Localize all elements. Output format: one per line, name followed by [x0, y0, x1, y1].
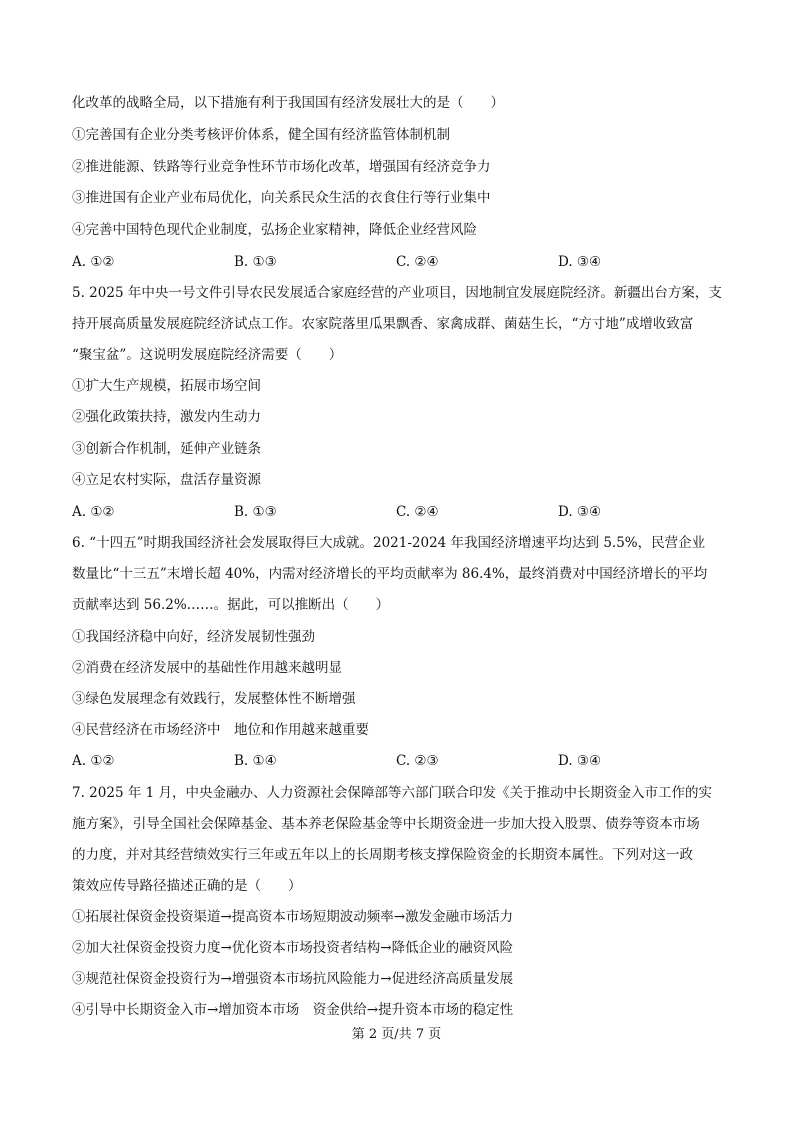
- q7-item-1: ①拓展社保资金投资渠道→提高资本市场短期波动频率→激发金融市场活力: [72, 909, 514, 925]
- q6-option-c: C. ②③: [396, 753, 439, 769]
- q5-item-3: ③创新合作机制，延伸产业链条: [72, 441, 261, 457]
- q4-item-1: ①完善国有企业分类考核评价体系，健全国有经济监管体制机制: [72, 127, 450, 143]
- q5-stem-line-1: 5. 2025 年中央一号文件引导农民发展适合家庭经营的产业项目，因地制宜发展庭院经济。新疆出台方案，支: [72, 285, 722, 301]
- q4-option-a: A. ①②: [72, 254, 115, 270]
- q6-item-2: ②消费在经济发展中的基础性作用越来越明显: [72, 660, 342, 676]
- q5-option-b: B. ①③: [234, 504, 277, 520]
- q5-stem-line-3: “聚宝盆”。这说明发展庭院经济需要（ ）: [72, 347, 343, 363]
- q7-stem-line-4: 策效应传导路径描述正确的是（ ）: [72, 878, 302, 894]
- q5-item-2: ②强化政策扶持，激发内生动力: [72, 409, 261, 425]
- q6-stem-line-1: 6. “十四五”时期我国经济社会发展取得巨大成就。2021-2024 年我国经济增速平均达到 5.5%，民营企业: [72, 535, 706, 551]
- q6-option-b: B. ①④: [234, 753, 277, 769]
- q5-item-1: ①扩大生产规模，拓展市场空间: [72, 378, 261, 394]
- q6-item-3: ③绿色发展理念有效践行，发展整体性不断增强: [72, 691, 356, 707]
- q6-item-1: ①我国经济稳中向好，经济发展韧性强劲: [72, 629, 315, 645]
- q5-option-d: D. ③④: [558, 504, 602, 520]
- q7-stem-line-1: 7. 2025 年 1 月，中央金融办、人力资源社会保障部等六部门联合印发《关于推动中长期资金入市工作的实: [72, 785, 712, 801]
- q4-item-3: ③推进国有企业产业布局优化，向关系民众生活的衣食住行等行业集中: [72, 190, 491, 206]
- q4-option-d: D. ③④: [558, 254, 602, 270]
- q6-option-a: A. ①②: [72, 753, 115, 769]
- q5-stem-line-2: 持开展高质量发展庭院经济试点工作。农家院落里瓜果飘香、家禽成群、菌菇生长，“方寸地”成增收致富: [72, 316, 694, 332]
- q7-stem-line-2: 施方案》，引导全国社会保障基金、基本养老保险基金等中长期资金进一步加大投入股票、债券等资本市场: [72, 816, 700, 832]
- q4-stem-tail: 化改革的战略全局，以下措施有利于我国国有经济发展壮大的是（ ）: [72, 95, 504, 111]
- q7-item-3: ③规范社保资金投资行为→增强资本市场抗风险能力→促进经济高质量发展: [72, 971, 514, 987]
- q4-option-b: B. ①③: [234, 254, 277, 270]
- page-footer: 第 2 页/共 7 页: [351, 1027, 442, 1042]
- q7-item-4: ④引导中长期资金入市→增加资本市场 资金供给→提升资本市场的稳定性: [72, 1002, 514, 1018]
- q6-option-d: D. ③④: [558, 753, 602, 769]
- q7-stem-line-3: 的力度，并对其经营绩效实行三年或五年以上的长周期考核支撑保险资金的长期资本属性。下列对这一政: [72, 847, 693, 863]
- q5-option-c: C. ②④: [396, 504, 439, 520]
- q6-stem-line-3: 贡献率达到 56.2%……。据此，可以推断出（ ）: [72, 597, 390, 613]
- q7-item-2: ②加大社保资金投资力度→优化资本市场投资者结构→降低企业的融资风险: [72, 940, 514, 956]
- q4-item-4: ④完善中国特色现代企业制度，弘扬企业家精神，降低企业经营风险: [72, 222, 477, 238]
- q4-item-2: ②推进能源、铁路等行业竞争性环节市场化改革，增强国有经济竞争力: [72, 159, 491, 175]
- q5-item-4: ④立足农村实际，盘活存量资源: [72, 472, 261, 488]
- q6-item-4: ④民营经济在市场经济中 地位和作用越来越重要: [72, 722, 369, 738]
- q5-option-a: A. ①②: [72, 504, 115, 520]
- q4-option-c: C. ②④: [396, 254, 439, 270]
- q6-stem-line-2: 数量比“十三五”末增长超 40%，内需对经济增长的平均贡献率为 86.4%，最终消费对中国经济增长的平均: [72, 566, 708, 582]
